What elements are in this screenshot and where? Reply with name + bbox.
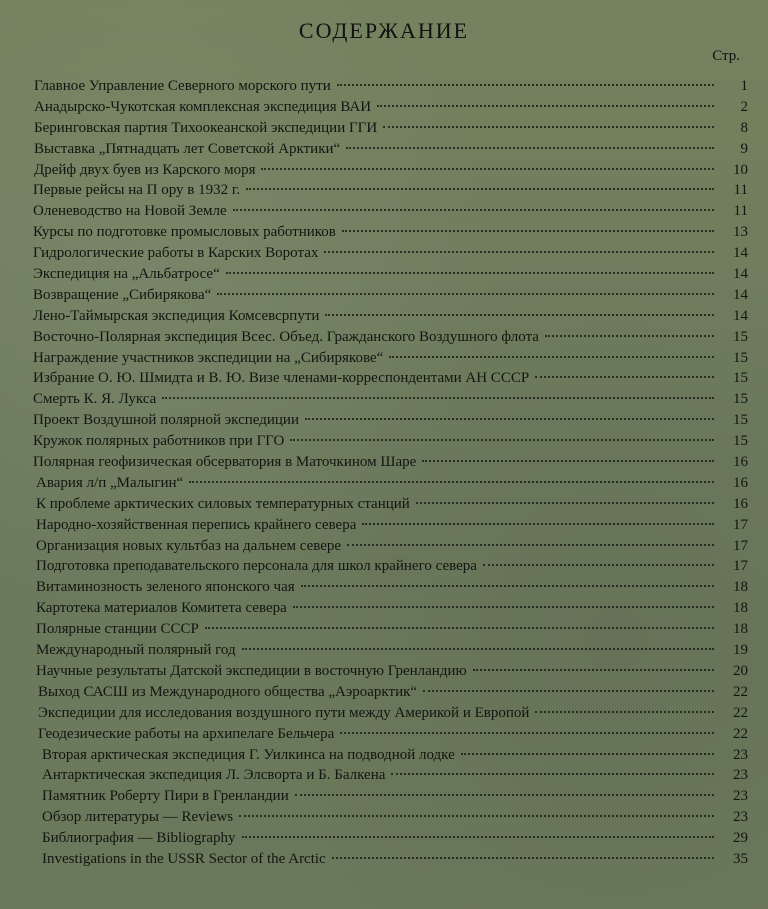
toc-entry-page: 29	[733, 830, 748, 847]
toc-entry-page: 15	[733, 412, 748, 429]
toc-entry-title: Библиография — Bibliography	[42, 830, 236, 847]
toc-entry-page: 11	[733, 182, 748, 199]
toc-entry	[0, 431, 768, 452]
toc-entry-page: 13	[733, 224, 748, 241]
dot-leader	[242, 835, 714, 838]
dot-leader	[545, 334, 714, 337]
dot-leader	[305, 417, 714, 420]
toc-entry-page: 15	[733, 433, 748, 450]
toc-entry-page: 15	[733, 391, 748, 408]
toc-entry-page: 17	[733, 537, 748, 554]
toc-entry	[0, 285, 768, 306]
toc-entry	[0, 849, 768, 870]
toc-entry-page: 23	[733, 788, 748, 805]
toc-entry	[0, 76, 768, 97]
toc-entry-title: Кружок полярных работников при ГГО	[33, 433, 285, 450]
toc-entry-title: Награждение участников экспедиции на „Сибирякове“	[33, 349, 384, 366]
dot-leader	[342, 229, 714, 232]
toc-entry-title: Научные результаты Датской экспедиции в восточную Гренландию	[36, 662, 467, 679]
toc-entry-title: Народно-хозяйственная перепись крайнего севера	[36, 516, 357, 533]
toc-entry-page: 35	[733, 850, 748, 867]
toc-entry	[0, 180, 768, 201]
toc-entry-page: 14	[733, 245, 748, 262]
toc-entry	[0, 577, 768, 598]
toc-entry-title: К проблеме арктических силовых температурных станций	[36, 495, 410, 512]
toc-entry-page: 18	[733, 579, 748, 596]
toc-entry	[0, 222, 768, 243]
toc-entry	[0, 494, 768, 515]
dot-leader	[301, 584, 714, 587]
toc-entry	[0, 389, 768, 410]
dot-leader	[162, 396, 714, 399]
page-title: СОДЕРЖАНИЕ	[298, 18, 470, 43]
toc-entry	[0, 536, 768, 557]
toc-entry-page: 19	[733, 642, 748, 659]
toc-entry-title: Выставка „Пятнадцать лет Советской Арктики“	[34, 140, 341, 157]
toc-entry-page: 11	[733, 203, 748, 220]
toc-entry	[0, 243, 768, 264]
dot-leader	[535, 375, 714, 378]
toc-entry	[0, 118, 768, 139]
toc-entry-page: 22	[733, 704, 748, 721]
toc-entry-page: 15	[733, 349, 748, 366]
toc-entry	[0, 640, 768, 661]
dot-leader	[423, 689, 714, 692]
dot-leader	[242, 647, 714, 650]
toc-entry-title: Смерть К. Я. Лукса	[33, 391, 157, 408]
toc-entry	[0, 724, 768, 745]
dot-leader	[217, 292, 714, 295]
dot-leader	[461, 752, 714, 755]
toc-entry-title: Первые рейсы на П ору в 1932 г.	[33, 182, 241, 199]
dot-leader	[483, 563, 714, 566]
dot-leader	[332, 856, 714, 859]
toc-entry-page: 1	[740, 78, 748, 94]
toc-entry	[0, 410, 768, 431]
toc-entry-title: Экспедиция на „Альбатросе“	[33, 266, 220, 283]
toc-entry-title: Проект Воздушной полярной экспедиции	[33, 412, 299, 429]
dot-leader	[233, 208, 714, 211]
dot-leader	[239, 814, 714, 817]
toc-entry-page: 18	[733, 621, 748, 638]
toc-entry	[0, 807, 768, 828]
toc-entry	[0, 828, 768, 849]
dot-leader	[391, 772, 714, 775]
dot-leader	[340, 731, 714, 734]
dot-leader	[346, 146, 714, 149]
toc-entry-title: Памятник Роберту Пири в Гренландии	[42, 788, 289, 805]
dot-leader	[324, 250, 714, 253]
toc-entry-title: Витаминозность зеленого японского чая	[36, 579, 295, 596]
dot-leader	[226, 271, 714, 274]
toc-entry-page: 23	[733, 809, 748, 826]
dot-leader	[261, 167, 714, 170]
toc-entry-page: 14	[733, 286, 748, 303]
dot-leader	[422, 459, 714, 462]
toc-entry-title: Investigations in the USSR Sector of the Arctic	[42, 850, 326, 867]
toc-entry-title: Возвращение „Сибирякова“	[33, 286, 212, 303]
toc-entry	[0, 327, 768, 348]
toc-entry-title: Курсы по подготовке промысловых работников	[33, 224, 336, 241]
toc-entry-page: 15	[733, 328, 748, 345]
toc-entry	[0, 598, 768, 619]
toc-entry-title: Восточно-Полярная экспедиция Всес. Объед. Гражданского Воздушного флота	[33, 328, 539, 345]
toc-entry-title: Международный полярный год	[36, 642, 236, 659]
dot-leader	[535, 710, 714, 713]
toc-entry-page: 22	[733, 725, 748, 742]
dot-leader	[337, 83, 714, 86]
toc-entry-title: Оленеводство на Новой Земле	[33, 203, 227, 220]
toc-entry-page: 20	[733, 662, 748, 679]
dot-leader	[347, 543, 714, 546]
dot-leader	[377, 104, 714, 107]
toc-entry	[0, 160, 768, 181]
toc-entry	[0, 452, 768, 473]
toc-entry-page: 16	[733, 495, 748, 512]
dot-leader	[205, 626, 714, 629]
toc-entry-page: 8	[740, 119, 748, 136]
dot-leader	[290, 438, 714, 441]
toc-entry-title: Геодезические работы на архипелаге Бельчера	[38, 725, 335, 742]
toc-entry-page: 18	[733, 600, 748, 617]
dot-leader	[246, 187, 714, 190]
toc-entry	[0, 556, 768, 577]
toc-entry-title: Картотека материалов Комитета севера	[36, 600, 287, 617]
toc-entry	[0, 306, 768, 327]
toc-entry-title: Полярные станции СССР	[36, 621, 199, 638]
toc-entry	[0, 97, 768, 118]
toc-entry	[0, 201, 768, 222]
toc-entry-page: 23	[733, 767, 748, 784]
toc-entry	[0, 368, 768, 389]
toc-entry-page: 17	[733, 516, 748, 533]
toc-entry-title: Выход САСШ из Международного общества „Аэроарктик“	[38, 683, 418, 700]
dot-leader	[325, 313, 714, 316]
toc-entry-title: Анадырско-Чукотская комплексная экспедиция ВАИ	[34, 98, 372, 115]
toc-entry-title: Гидрологические работы в Карских Воротах	[33, 245, 319, 262]
toc-entry-title: Обзор литературы — Reviews	[42, 809, 234, 826]
toc-entry-title: Беринговская партия Тихоокеанской экспедиции ГГИ	[34, 119, 378, 136]
toc-entry-title: Организация новых культбаз на дальнем севере	[36, 537, 342, 554]
toc-entry-title: Подготовка преподавательского персонала для школ крайнего севера	[36, 558, 477, 575]
toc-entry-title: Вторая арктическая экспедиция Г. Уилкинса на подводной лодке	[42, 746, 455, 763]
toc-entry	[0, 139, 768, 160]
dot-leader	[389, 355, 714, 358]
toc-entry-page: 14	[733, 307, 748, 324]
toc-entry	[0, 619, 768, 640]
dot-leader	[295, 793, 714, 796]
toc-entry-title: Антарктическая экспедиция Л. Элсворта и Б. Балкена	[42, 767, 386, 784]
table-of-contents	[0, 76, 768, 870]
dot-leader	[416, 501, 714, 504]
toc-entry-title: Лено-Таймырская экспедиция Комсевсрпути	[33, 307, 320, 324]
toc-entry-page: 23	[733, 746, 748, 763]
toc-entry	[0, 786, 768, 807]
dot-leader	[293, 605, 714, 608]
toc-entry-page: 2	[740, 98, 748, 115]
toc-entry-title: Авария л/п „Малыгин“	[36, 474, 184, 491]
toc-entry-page: 22	[733, 683, 748, 700]
toc-entry-page: 10	[733, 161, 748, 178]
toc-entry-title: Дрейф двух буев из Карского моря	[34, 161, 256, 178]
toc-entry-page: 16	[733, 454, 748, 471]
toc-entry-title: Полярная геофизическая обсерватория в Маточкином Шаре	[33, 454, 417, 471]
toc-entry	[0, 473, 768, 494]
toc-entry	[0, 703, 768, 724]
toc-entry-title: Главное Управление Северного морского пути	[34, 78, 331, 94]
toc-entry	[0, 661, 768, 682]
dot-leader	[362, 522, 714, 525]
toc-entry	[0, 765, 768, 786]
toc-entry-page: 15	[733, 370, 748, 387]
page-column-label: Стр.	[712, 48, 740, 64]
toc-entry-page: 9	[740, 140, 748, 157]
dot-leader	[189, 480, 714, 483]
toc-entry	[0, 682, 768, 703]
toc-entry	[0, 745, 768, 766]
dot-leader	[473, 668, 714, 671]
toc-entry	[0, 515, 768, 536]
toc-entry	[0, 264, 768, 285]
toc-entry-page: 14	[733, 266, 748, 283]
toc-entry-title: Избрание О. Ю. Шмидта и В. Ю. Визе членами-корреспондентами АН СССР	[33, 370, 530, 387]
toc-entry-page: 17	[733, 558, 748, 575]
toc-entry	[0, 348, 768, 369]
dot-leader	[383, 125, 714, 128]
toc-entry-page: 16	[733, 474, 748, 491]
toc-entry-title: Экспедиции для исследования воздушного пути между Америкой и Европой	[38, 704, 530, 721]
